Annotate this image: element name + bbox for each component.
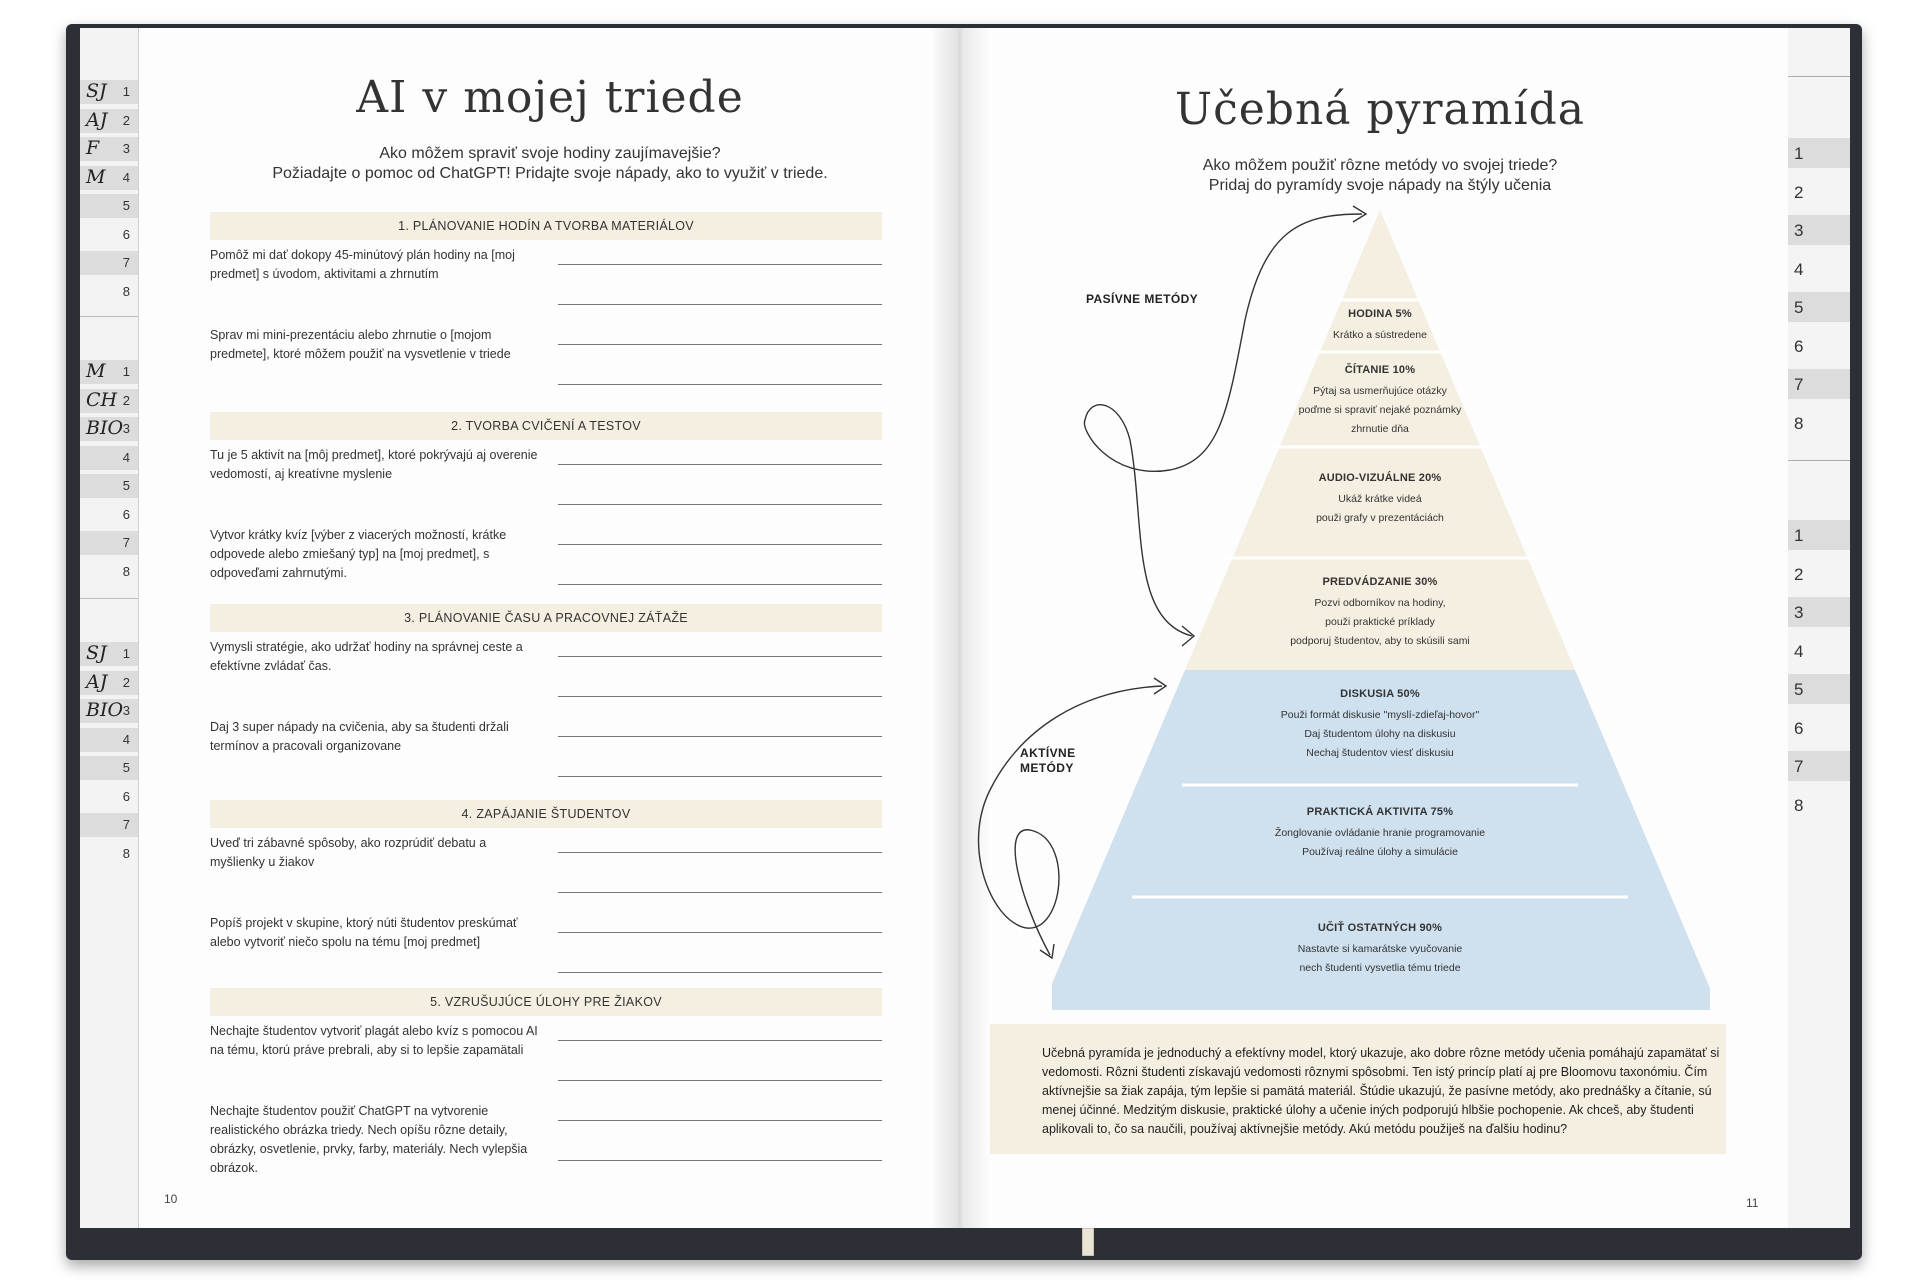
- pyramid-title: Učebná pyramída: [1175, 84, 1585, 135]
- index-tab-number: 7: [122, 255, 130, 270]
- pyramid-level-line: Používaj reálne úlohy a simulácie: [1302, 846, 1458, 858]
- index-tab-number: 1: [122, 84, 130, 99]
- index-tab-number: 3: [122, 141, 130, 156]
- right-index-number: 5: [1794, 298, 1804, 317]
- pyramid-level-title: AUDIO-VIZUÁLNE 20%: [1318, 472, 1442, 484]
- pyramid-level-line: použi grafy v prezentáciách: [1316, 512, 1444, 524]
- section-heading: 3. PLÁNOVANIE ČASU A PRACOVNEJ ZÁŤAŽE: [210, 604, 882, 632]
- pyramid-level-line: zhrnutie dňa: [1351, 423, 1409, 435]
- index-tab-number: 2: [122, 392, 130, 408]
- section-heading: 2. TVORBA CVIČENÍ A TESTOV: [210, 412, 882, 440]
- right-index-number: 6: [1794, 336, 1804, 356]
- pyramid-level-line: Žonglovanie ovládanie hranie programovanie: [1274, 827, 1486, 839]
- index-tab-number: 3: [122, 421, 130, 436]
- index-tab-number: 6: [122, 788, 130, 804]
- index-tab-number: 5: [122, 198, 130, 213]
- right-index-number: 4: [1794, 259, 1804, 279]
- index-tab-number: 8: [122, 283, 130, 299]
- index-tab-number: 8: [122, 563, 130, 579]
- index-tab-number: 7: [122, 535, 130, 550]
- right-index-number: 7: [1794, 757, 1804, 776]
- right-index-number: 2: [1794, 182, 1804, 202]
- index-tab-subject: BIO: [86, 699, 124, 721]
- pyramid-level-line: Nastavte si kamarátske vyučovanie: [1297, 943, 1463, 955]
- right-index-number: 7: [1794, 375, 1804, 394]
- pyramid-level-line: Pýtaj sa usmerňujúce otázky: [1313, 385, 1447, 397]
- prompt-text: Vytvor krátky kvíz [výber z viacerých možností, krátke odpovede alebo zmiešaný typ] na [moj predmet], s odpoveďami zahrnutými.: [210, 528, 507, 580]
- index-tab-number: 4: [122, 169, 130, 185]
- prompt-text: Nechajte študentov použiť ChatGPT na vytvorenie realistického obrázka triedy. Nech opíšu rôzne detaily, obrázky, osvetlenie, prvky, farby, materiály. Nech vylepšia obrázok.: [210, 1104, 528, 1175]
- prompt-text: Sprav mi mini-prezentáciu alebo zhrnutie o [mojom predmete], ktoré môžem použiť na vysvetlenie v triede: [210, 328, 511, 361]
- index-tab-subject: BIO: [86, 417, 124, 439]
- index-tab-number: 7: [122, 817, 130, 832]
- page-number: 11: [1746, 1196, 1759, 1210]
- pyramid-level: [1180, 364, 1580, 439]
- active-methods-label: AKTÍVNE METÓDY: [1020, 746, 1076, 775]
- index-tab-subject: AJ: [86, 670, 108, 693]
- right-index-number: 5: [1794, 680, 1804, 699]
- index-tab-number: 3: [122, 703, 130, 718]
- right-index-number: 3: [1794, 221, 1804, 240]
- right-index-number: 1: [1794, 526, 1804, 545]
- pyramid-level-line: Ukáž krátke videá: [1338, 493, 1422, 505]
- index-tab-number: 6: [122, 506, 130, 522]
- pyramid-level-line: poďme si spraviť nejaké poznámky: [1298, 404, 1462, 416]
- prompt-text: Vymysli stratégie, ako udržať hodiny na správnej ceste a efektívne zvládať čas.: [210, 640, 523, 673]
- info-text: Učebná pyramída je jednoduchý a efektívny model, ktorý ukazuje, ako dobre rôzne metódy učenia pomáhajú zapamätať si vedomosti. Rôzni študenti získavajú vedomosti rôznymi spôsobmi. Ten istý princíp platí aj pre Bloomovu taxonómiu. Čím aktívnejšie sa žiak zapája, tým lepšie si pamätá materiál. Štúdie ukazujú, že pasívne metódy, ako prednášky a čítanie, sú menej účinné. Medzitým diskusie, praktické úlohy a učenie iných podporujú hlbšie pochopenie. Ak chceš, aby študenti aplikovali to, čo sa naučili, používaj aktívnejšie metódy. Akú metódu použiješ na ďalšiu hodinu?: [1042, 1046, 1720, 1136]
- passive-methods-label: PASÍVNE METÓDY: [1086, 292, 1199, 306]
- section-heading: 5. VZRUŠUJÚCE ÚLOHY PRE ŽIAKOV: [210, 988, 882, 1016]
- index-tab-number: 5: [122, 760, 130, 775]
- page-subtitle: Ako môžem spraviť svoje hodiny zaujímavejšie? Požiadajte o pomoc od ChatGPT! Pridajte svoje nápady, ako to využiť v triede.: [272, 145, 828, 182]
- pyramid-level-title: DISKUSIA 50%: [1340, 688, 1420, 700]
- index-tab-number: 2: [122, 112, 130, 128]
- pyramid-level-line: Použi formát diskusie "myslí-zdieľaj-hovor": [1280, 709, 1480, 721]
- pyramid-level-line: Nechaj študentov viesť diskusiu: [1306, 747, 1454, 759]
- page-number: 10: [164, 1192, 178, 1206]
- pyramid-level-line: Daj študentom úlohy na diskusiu: [1304, 728, 1456, 740]
- right-index-number: 4: [1794, 641, 1804, 661]
- section-heading: 1. PLÁNOVANIE HODÍN A TVORBA MATERIÁLOV: [210, 212, 882, 240]
- index-tab-subject: F: [86, 137, 100, 159]
- index-tab-number: 4: [122, 731, 130, 747]
- index-tab-number: 1: [122, 364, 130, 379]
- right-index-number: 1: [1794, 144, 1804, 163]
- page-title: AI v mojej triede: [356, 72, 744, 123]
- index-tab-number: 2: [122, 674, 130, 690]
- index-tab-subject: CH: [86, 388, 118, 411]
- right-index-number: 6: [1794, 718, 1804, 738]
- index-tab-number: 8: [122, 845, 130, 861]
- bookmark-ribbon: [1082, 1228, 1094, 1256]
- index-tab-subject: SJ: [86, 80, 107, 102]
- index-tab-number: 4: [122, 449, 130, 465]
- index-tab-subject: SJ: [86, 642, 107, 664]
- index-tab-subject: M: [86, 165, 106, 188]
- pyramid-level-title: PREDVÁDZANIE 30%: [1322, 576, 1438, 588]
- pyramid-level-line: Pozvi odborníkov na hodiny,: [1314, 597, 1446, 609]
- pyramid-level: [1180, 472, 1580, 528]
- prompt-text: Popíš projekt v skupine, ktorý núti študentov preskúmať alebo vytvoriť niečo spolu na tému [moj predmet]: [210, 916, 518, 949]
- index-tab-subject: AJ: [86, 108, 108, 131]
- pyramid-level-line: nech študenti vysvetlia tému triede: [1299, 962, 1461, 974]
- prompt-text: Daj 3 super nápady na cvičenia, aby sa študenti držali termínov a pracovali organizovane: [210, 720, 509, 753]
- pyramid-level: [1180, 576, 1580, 651]
- index-tab-number: 5: [122, 478, 130, 493]
- prompt-text: Tu je 5 aktivít na [môj predmet], ktoré pokrývajú aj overenie vedomostí, aj kreatívne myslenie: [210, 448, 538, 481]
- info-box: [990, 1024, 1726, 1154]
- pyramid-level-title: PRAKTICKÁ AKTIVITA 75%: [1306, 806, 1454, 818]
- pyramid-level-title: UČIŤ OSTATNÝCH 90%: [1317, 922, 1443, 934]
- pyramid-level-line: Krátko a sústredene: [1333, 329, 1427, 341]
- pyramid-level-title: HODINA 5%: [1348, 308, 1412, 320]
- pyramid-level: [1180, 308, 1580, 345]
- pyramid-subtitle: Ako môžem použiť rôzne metódy vo svojej triede? Pridaj do pyramídy svoje nápady na štýly učenia: [1202, 157, 1558, 194]
- pyramid-level-line: použi praktické príklady: [1325, 616, 1435, 628]
- right-index-number: 8: [1794, 413, 1804, 433]
- prompt-text: Nechajte študentov vytvoriť plagát alebo kvíz s pomocou AI na tému, ktorú práve prebrali, aby si to lepšie zapamätali: [210, 1024, 538, 1057]
- pyramid-level: [1180, 806, 1580, 862]
- index-tab-number: 1: [122, 646, 130, 661]
- pyramid-level-title: ČÍTANIE 10%: [1344, 364, 1416, 376]
- index-tab-number: 6: [122, 226, 130, 242]
- pyramid-level-line: podporuj študentov, aby to skúsili sami: [1290, 635, 1470, 647]
- index-tab-subject: M: [86, 360, 106, 382]
- section-heading: 4. ZAPÁJANIE ŠTUDENTOV: [210, 800, 882, 828]
- pyramid-level: [1180, 688, 1580, 763]
- right-index-number: 3: [1794, 603, 1804, 622]
- right-index-number: 8: [1794, 795, 1804, 815]
- prompt-text: Pomôž mi dať dokopy 45-minútový plán hodiny na [moj predmet] s úvodom, aktivitami a zhrnutím: [210, 248, 515, 281]
- prompt-text: Uveď tri zábavné spôsoby, ako rozprúdiť debatu a myšlienky u žiakov: [210, 836, 487, 869]
- pyramid-level: [1180, 922, 1580, 978]
- right-index-number: 2: [1794, 564, 1804, 584]
